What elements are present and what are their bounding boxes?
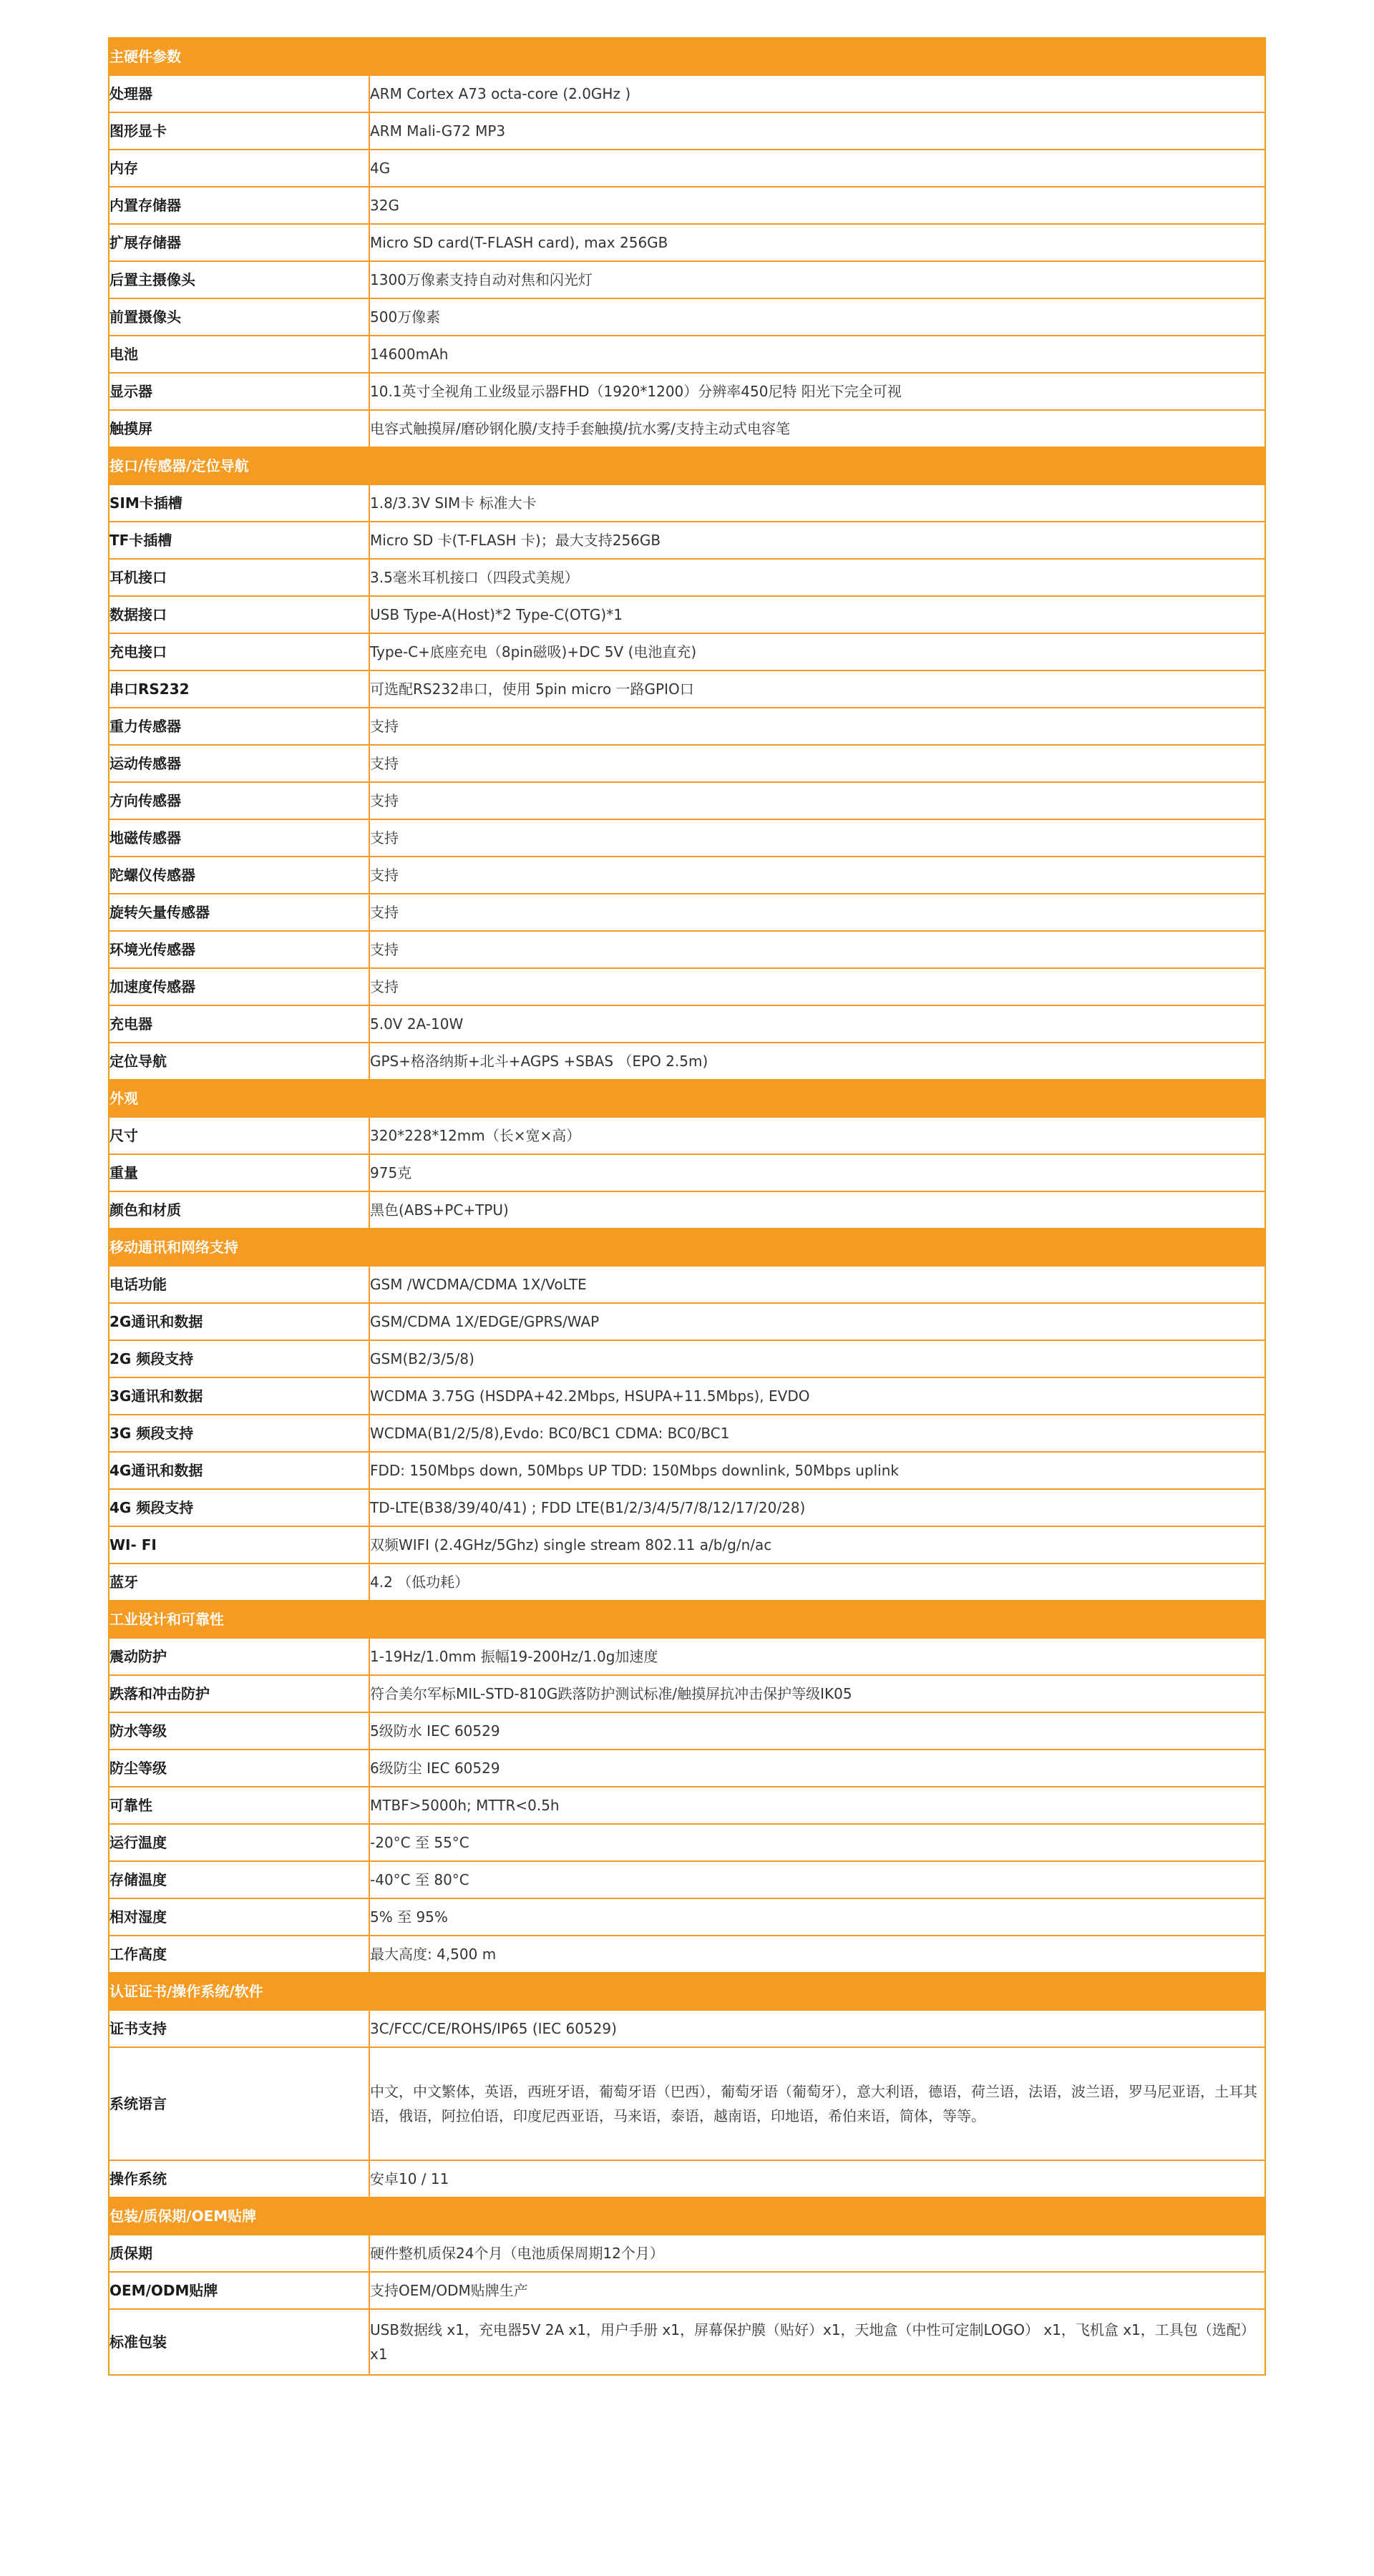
spec-label: 内置存储器 <box>109 187 369 224</box>
spec-label: 数据接口 <box>109 596 369 633</box>
spec-value: Micro SD 卡(T-FLASH 卡)；最大支持256GB <box>369 522 1265 559</box>
spec-value: 支持 <box>369 894 1265 931</box>
spec-value: GPS+格洛纳斯+北斗+AGPS +SBAS （EPO 2.5m) <box>369 1043 1265 1080</box>
spec-row <box>109 373 1265 410</box>
spec-row <box>109 1824 1265 1861</box>
spec-row <box>109 1861 1265 1898</box>
spec-label: 图形显卡 <box>109 112 369 150</box>
spec-row <box>109 1005 1265 1043</box>
spec-table <box>108 37 1266 2376</box>
spec-value: 支持 <box>369 857 1265 894</box>
spec-row <box>109 336 1265 373</box>
spec-label: 加速度传感器 <box>109 968 369 1005</box>
spec-label: 标准包装 <box>109 2309 369 2375</box>
spec-value: 10.1英寸全视角工业级显示器FHD（1920*1200）分辨率450尼特 阳光下完全可视 <box>369 373 1265 410</box>
spec-row <box>109 1787 1265 1824</box>
spec-value: 黑色(ABS+PC+TPU) <box>369 1191 1265 1229</box>
spec-row <box>109 1415 1265 1452</box>
section-header <box>109 1229 1265 1266</box>
spec-value: 1-19Hz/1.0mm 振幅19-200Hz/1.0g加速度 <box>369 1638 1265 1675</box>
spec-row <box>109 2309 1265 2375</box>
spec-value: 3.5毫米耳机接口（四段式美规） <box>369 559 1265 596</box>
spec-value: 支持 <box>369 819 1265 857</box>
spec-row <box>109 2047 1265 2160</box>
spec-row <box>109 2272 1265 2309</box>
spec-row <box>109 1043 1265 1080</box>
spec-row <box>109 1563 1265 1601</box>
spec-value: 5.0V 2A-10W <box>369 1005 1265 1043</box>
spec-value: 5% 至 95% <box>369 1898 1265 1936</box>
spec-label: 地磁传感器 <box>109 819 369 857</box>
spec-value: 1300万像素支持自动对焦和闪光灯 <box>369 261 1265 298</box>
spec-value: TD-LTE(B38/39/40/41) ; FDD LTE(B1/2/3/4/5/7/8/12/17/20/28) <box>369 1489 1265 1526</box>
spec-value: GSM(B2/3/5/8) <box>369 1340 1265 1377</box>
spec-label: 重量 <box>109 1154 369 1191</box>
spec-row <box>109 1675 1265 1712</box>
spec-value: 4G <box>369 150 1265 187</box>
spec-label: 2G 频段支持 <box>109 1340 369 1377</box>
spec-label: 2G通讯和数据 <box>109 1303 369 1340</box>
spec-row <box>109 410 1265 447</box>
section-title: 接口/传感器/定位导航 <box>109 447 1265 484</box>
spec-label: 充电器 <box>109 1005 369 1043</box>
spec-value: 支持 <box>369 931 1265 968</box>
section-header <box>109 38 1265 75</box>
spec-label: 可靠性 <box>109 1787 369 1824</box>
spec-label: 工作高度 <box>109 1936 369 1973</box>
spec-value: USB Type-A(Host)*2 Type-C(OTG)*1 <box>369 596 1265 633</box>
spec-row <box>109 931 1265 968</box>
spec-label: 耳机接口 <box>109 559 369 596</box>
spec-value: ARM Cortex A73 octa-core (2.0GHz ) <box>369 75 1265 112</box>
section-header <box>109 2197 1265 2235</box>
spec-row <box>109 1936 1265 1973</box>
spec-label: 电话功能 <box>109 1266 369 1303</box>
spec-value: 975克 <box>369 1154 1265 1191</box>
spec-value: Type-C+底座充电（8pin磁吸)+DC 5V (电池直充) <box>369 633 1265 670</box>
spec-label: 重力传感器 <box>109 708 369 745</box>
spec-row <box>109 559 1265 596</box>
spec-value: MTBF>5000h; MTTR<0.5h <box>369 1787 1265 1824</box>
section-title: 主硬件参数 <box>109 38 1265 75</box>
spec-value: 支持 <box>369 708 1265 745</box>
spec-label: 防尘等级 <box>109 1750 369 1787</box>
spec-label: 运动传感器 <box>109 745 369 782</box>
spec-value: 可选配RS232串口，使用 5pin micro 一路GPIO口 <box>369 670 1265 708</box>
spec-label: 前置摄像头 <box>109 298 369 336</box>
spec-label: 系统语言 <box>109 2047 369 2160</box>
spec-row <box>109 2010 1265 2047</box>
spec-row <box>109 484 1265 522</box>
spec-row <box>109 522 1265 559</box>
spec-row <box>109 150 1265 187</box>
spec-value: 14600mAh <box>369 336 1265 373</box>
spec-label: 扩展存储器 <box>109 224 369 261</box>
section-title: 外观 <box>109 1080 1265 1117</box>
spec-label: 4G 频段支持 <box>109 1489 369 1526</box>
section-header <box>109 1973 1265 2010</box>
spec-row <box>109 2160 1265 2197</box>
spec-value: 支持OEM/ODM贴牌生产 <box>369 2272 1265 2309</box>
section-title: 移动通讯和网络支持 <box>109 1229 1265 1266</box>
spec-value: 320*228*12mm（长×宽×高） <box>369 1117 1265 1154</box>
spec-label: 定位导航 <box>109 1043 369 1080</box>
spec-label: 环境光传感器 <box>109 931 369 968</box>
spec-label: TF卡插槽 <box>109 522 369 559</box>
spec-row <box>109 1117 1265 1154</box>
spec-row <box>109 708 1265 745</box>
spec-label: 尺寸 <box>109 1117 369 1154</box>
spec-row <box>109 1712 1265 1750</box>
spec-label: 运行温度 <box>109 1824 369 1861</box>
spec-label: 后置主摄像头 <box>109 261 369 298</box>
spec-label: 质保期 <box>109 2235 369 2272</box>
spec-label: 充电接口 <box>109 633 369 670</box>
spec-row <box>109 1489 1265 1526</box>
spec-label: 处理器 <box>109 75 369 112</box>
spec-label: 蓝牙 <box>109 1563 369 1601</box>
spec-label: 内存 <box>109 150 369 187</box>
spec-label: 触摸屏 <box>109 410 369 447</box>
spec-row <box>109 112 1265 150</box>
spec-row <box>109 1750 1265 1787</box>
spec-row <box>109 1191 1265 1229</box>
spec-value: -20°C 至 55°C <box>369 1824 1265 1861</box>
spec-row <box>109 1526 1265 1563</box>
section-header <box>109 1080 1265 1117</box>
spec-row <box>109 1340 1265 1377</box>
spec-label: 显示器 <box>109 373 369 410</box>
spec-label: OEM/ODM贴牌 <box>109 2272 369 2309</box>
spec-value: 支持 <box>369 968 1265 1005</box>
spec-value: 安卓10 / 11 <box>369 2160 1265 2197</box>
spec-label: 方向传感器 <box>109 782 369 819</box>
spec-label: SIM卡插槽 <box>109 484 369 522</box>
spec-value: 4.2 （低功耗） <box>369 1563 1265 1601</box>
spec-row <box>109 224 1265 261</box>
spec-value: 支持 <box>369 782 1265 819</box>
spec-row <box>109 1303 1265 1340</box>
spec-row <box>109 819 1265 857</box>
section-header <box>109 1601 1265 1638</box>
spec-table-body <box>109 38 1265 2375</box>
spec-value: FDD: 150Mbps down, 50Mbps UP TDD: 150Mbps downlink, 50Mbps uplink <box>369 1452 1265 1489</box>
spec-value: ARM Mali-G72 MP3 <box>369 112 1265 150</box>
spec-label: 串口RS232 <box>109 670 369 708</box>
spec-value: -40°C 至 80°C <box>369 1861 1265 1898</box>
spec-label: 震动防护 <box>109 1638 369 1675</box>
spec-value: 中文，中文繁体，英语，西班牙语，葡萄牙语（巴西），葡萄牙语（葡萄牙），意大利语，德语，荷兰语，法语，波兰语，罗马尼亚语，土耳其语，俄语，阿拉伯语，印度尼西亚语，马来语，泰语，越南语，印地语，希伯来语，简体，等等。 <box>369 2047 1265 2160</box>
spec-row <box>109 670 1265 708</box>
spec-value: 1.8/3.3V SIM卡 标准大卡 <box>369 484 1265 522</box>
spec-row <box>109 1452 1265 1489</box>
spec-label: 操作系统 <box>109 2160 369 2197</box>
spec-label: 3G通讯和数据 <box>109 1377 369 1415</box>
spec-row <box>109 745 1265 782</box>
spec-value: 电容式触摸屏/磨砂钢化膜/支持手套触摸/抗水雾/支持主动式电容笔 <box>369 410 1265 447</box>
spec-label: 存储温度 <box>109 1861 369 1898</box>
spec-row <box>109 857 1265 894</box>
spec-row <box>109 1154 1265 1191</box>
spec-value: 符合美尔军标MIL-STD-810G跌落防护测试标准/触摸屏抗冲击保护等级IK05 <box>369 1675 1265 1712</box>
spec-row <box>109 782 1265 819</box>
spec-value: 500万像素 <box>369 298 1265 336</box>
spec-value: 硬件整机质保24个月（电池质保周期12个月） <box>369 2235 1265 2272</box>
spec-label: 陀螺仪传感器 <box>109 857 369 894</box>
section-title: 认证证书/操作系统/软件 <box>109 1973 1265 2010</box>
spec-value: WCDMA 3.75G (HSDPA+42.2Mbps, HSUPA+11.5Mbps), EVDO <box>369 1377 1265 1415</box>
spec-row <box>109 1266 1265 1303</box>
spec-value: Micro SD card(T-FLASH card), max 256GB <box>369 224 1265 261</box>
spec-row <box>109 1898 1265 1936</box>
section-title: 包装/质保期/OEM贴牌 <box>109 2197 1265 2235</box>
spec-value: GSM /WCDMA/CDMA 1X/VoLTE <box>369 1266 1265 1303</box>
spec-row <box>109 1638 1265 1675</box>
spec-label: 相对湿度 <box>109 1898 369 1936</box>
spec-label: 3G 频段支持 <box>109 1415 369 1452</box>
spec-value: 3C/FCC/CE/ROHS/IP65 (IEC 60529) <box>369 2010 1265 2047</box>
spec-value: 支持 <box>369 745 1265 782</box>
spec-label: 电池 <box>109 336 369 373</box>
spec-row <box>109 894 1265 931</box>
spec-label: 旋转矢量传感器 <box>109 894 369 931</box>
spec-row <box>109 633 1265 670</box>
spec-row <box>109 2235 1265 2272</box>
section-header <box>109 447 1265 484</box>
spec-value: 5级防水 IEC 60529 <box>369 1712 1265 1750</box>
spec-value: 双频WIFI (2.4GHz/5Ghz) single stream 802.11 a/b/g/n/ac <box>369 1526 1265 1563</box>
spec-label: WI- FI <box>109 1526 369 1563</box>
spec-value: GSM/CDMA 1X/EDGE/GPRS/WAP <box>369 1303 1265 1340</box>
spec-value: WCDMA(B1/2/5/8),Evdo: BC0/BC1 CDMA: BC0/BC1 <box>369 1415 1265 1452</box>
spec-row <box>109 75 1265 112</box>
spec-value: 6级防尘 IEC 60529 <box>369 1750 1265 1787</box>
section-title: 工业设计和可靠性 <box>109 1601 1265 1638</box>
spec-row <box>109 261 1265 298</box>
spec-value: USB数据线 x1，充电器5V 2A x1，用户手册 x1，屏幕保护膜（贴好）x1，天地盒（中性可定制LOGO） x1，飞机盒 x1，工具包（选配）x1 <box>369 2309 1265 2375</box>
spec-label: 跌落和冲击防护 <box>109 1675 369 1712</box>
spec-label: 4G通讯和数据 <box>109 1452 369 1489</box>
spec-row <box>109 187 1265 224</box>
spec-value: 最大高度: 4,500 m <box>369 1936 1265 1973</box>
spec-label: 颜色和材质 <box>109 1191 369 1229</box>
spec-row <box>109 298 1265 336</box>
spec-row <box>109 968 1265 1005</box>
spec-row <box>109 596 1265 633</box>
spec-value: 32G <box>369 187 1265 224</box>
spec-label: 证书支持 <box>109 2010 369 2047</box>
spec-row <box>109 1377 1265 1415</box>
spec-label: 防水等级 <box>109 1712 369 1750</box>
